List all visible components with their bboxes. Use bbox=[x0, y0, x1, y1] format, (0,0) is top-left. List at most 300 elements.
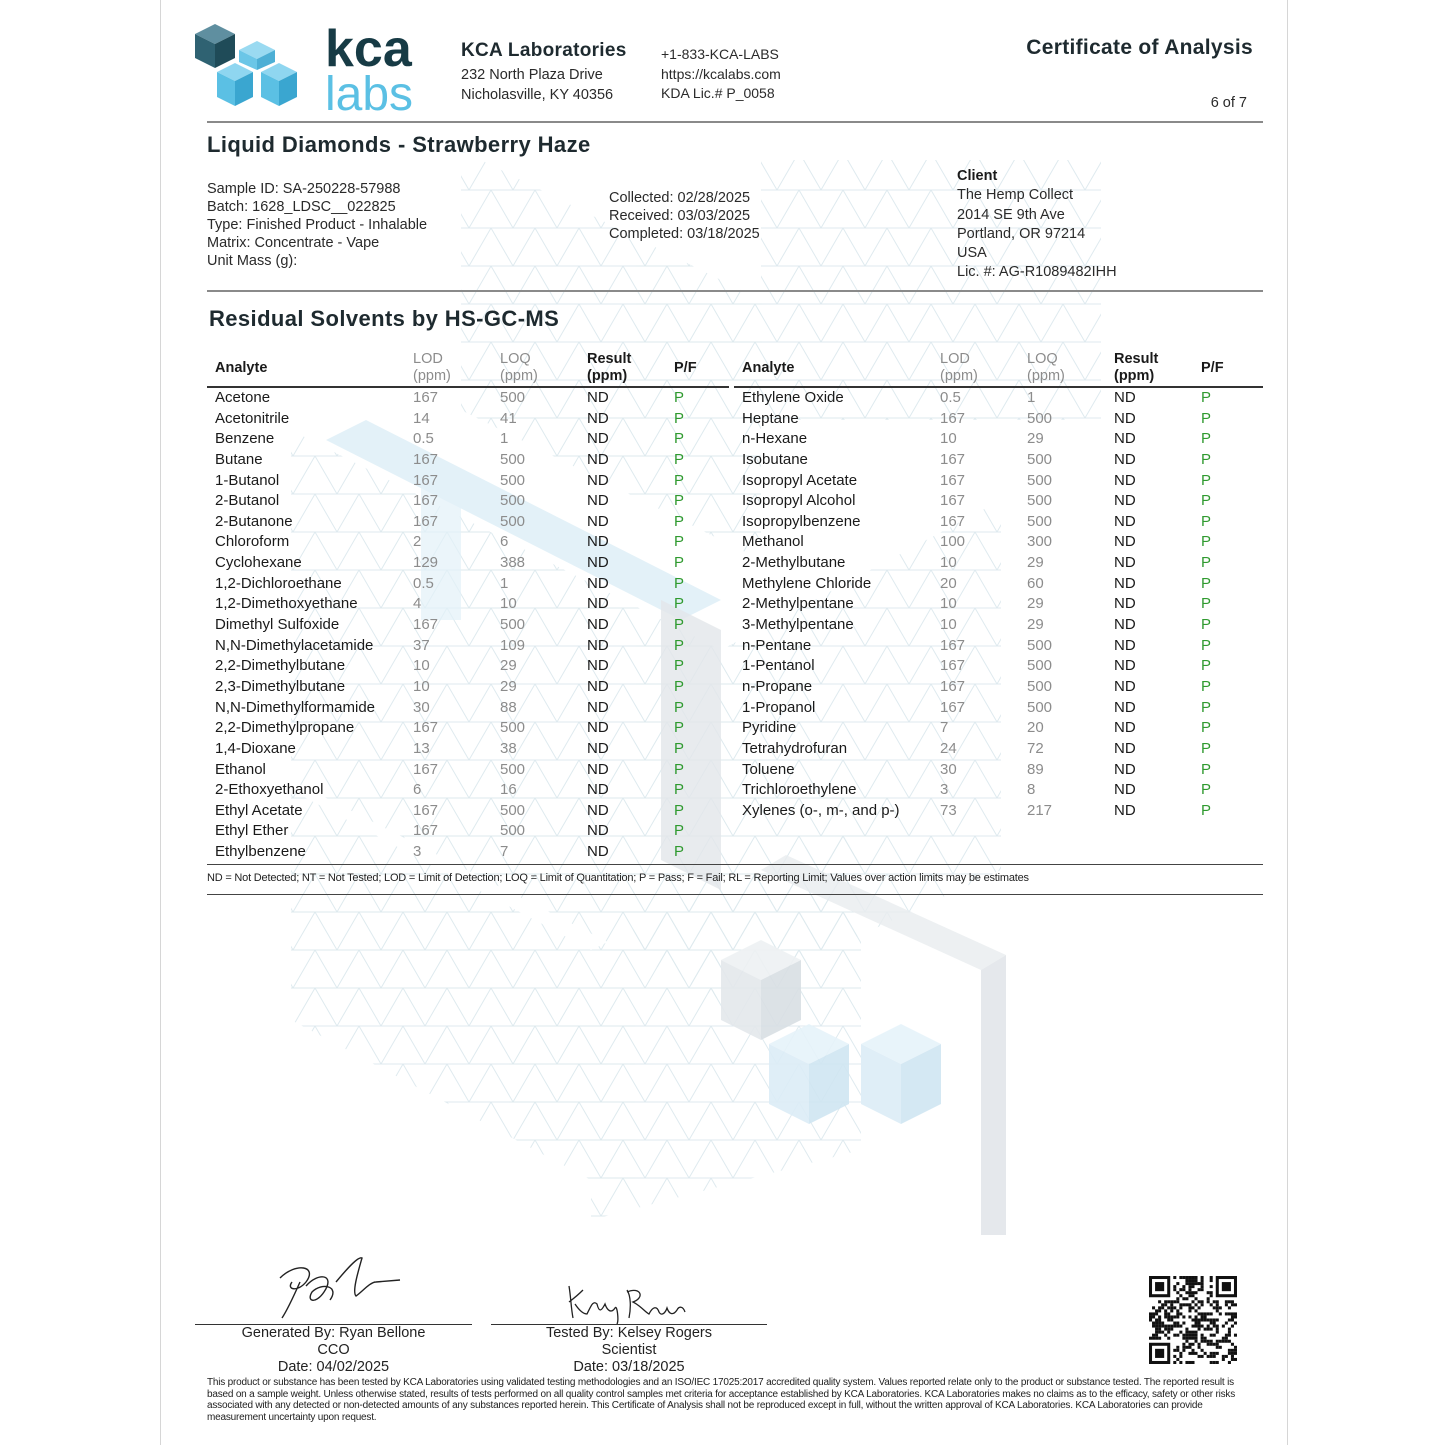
loq-value: 500 bbox=[1027, 471, 1053, 489]
lab-website[interactable]: https://kcalabs.com bbox=[661, 65, 781, 82]
table-row bbox=[734, 429, 1263, 450]
pass-fail-value: P bbox=[1201, 616, 1212, 634]
pass-fail-value: P bbox=[674, 430, 685, 448]
result-value: ND bbox=[1114, 533, 1136, 551]
table-row bbox=[734, 491, 1263, 512]
table-row bbox=[207, 450, 729, 471]
loq-value: 500 bbox=[500, 492, 526, 510]
pass-fail-value: P bbox=[674, 698, 685, 716]
header-lod-label: LOD bbox=[413, 351, 443, 367]
header-result-unit: (ppm) bbox=[587, 368, 628, 384]
loq-value: 41 bbox=[500, 409, 517, 427]
header-loq-unit: (ppm) bbox=[500, 368, 538, 384]
table-row bbox=[734, 698, 1263, 719]
pass-fail-value: P bbox=[1201, 719, 1212, 737]
analyte-name: 2-Methylpentane bbox=[742, 595, 854, 613]
pass-fail-value: P bbox=[674, 822, 685, 840]
legal-disclaimer: This product or substance has been tested by KCA Laboratories using validated testing methodologies and an ISO/IEC 17025:2017 accredited quality system. Values reported relate only to the product or substance tested. The reported result is based on a sample weight. Unless otherwise stated, results of tests performed on all quality control samples met criteria for acceptance established by KCA Laboratories. KCA Laboratories makes no claims as to the efficacy, safety or other risks associated with any detected or non-detected amounts of any substances reported herein. This Certificate of Analysis shall not be reproduced except in full, without the written approval of KCA Laboratories. KCA Laboratories can provide measurement uncertainty upon request. bbox=[207, 1377, 1236, 1424]
completed-date: Completed: 03/18/2025 bbox=[609, 226, 760, 242]
pass-fail-value: P bbox=[1201, 574, 1212, 592]
loq-value: 500 bbox=[500, 450, 526, 468]
result-value: ND bbox=[587, 843, 609, 861]
product-title: Liquid Diamonds - Strawberry Haze bbox=[207, 132, 591, 157]
received-date: Received: 03/03/2025 bbox=[609, 208, 751, 224]
loq-value: 500 bbox=[1027, 636, 1053, 654]
analyte-name: n-Pentane bbox=[742, 636, 812, 654]
analyte-name: Trichloroethylene bbox=[742, 781, 857, 799]
result-value: ND bbox=[587, 760, 609, 778]
header-result-label: Result bbox=[587, 351, 632, 367]
loq-value: 388 bbox=[500, 554, 526, 572]
loq-value: 20 bbox=[1027, 719, 1044, 737]
client-heading: Client bbox=[957, 168, 998, 184]
loq-value: 500 bbox=[500, 822, 526, 840]
analyte-name: 2,2-Dimethylbutane bbox=[215, 657, 346, 675]
analyte-name: 1,2-Dimethoxyethane bbox=[215, 595, 358, 613]
result-value: ND bbox=[587, 492, 609, 510]
result-value: ND bbox=[1114, 450, 1136, 468]
table-row bbox=[207, 636, 729, 657]
header-loq-label: LOQ bbox=[1027, 351, 1058, 367]
generated-role: CCO bbox=[317, 1342, 350, 1358]
logo-text-kca: kca bbox=[325, 20, 412, 78]
lod-value: 20 bbox=[940, 574, 957, 592]
analyte-name: Xylenes (o-, m-, and p-) bbox=[742, 801, 900, 819]
signature-generated-block bbox=[195, 1325, 472, 1376]
pass-fail-value: P bbox=[674, 574, 685, 592]
result-value: ND bbox=[1114, 554, 1136, 572]
qr-code-icon[interactable] bbox=[1149, 1276, 1237, 1364]
lod-value: 167 bbox=[940, 492, 966, 510]
result-value: ND bbox=[1114, 492, 1136, 510]
lod-value: 2 bbox=[413, 533, 422, 551]
sample-id: Sample ID: SA-250228-57988 bbox=[207, 181, 401, 197]
document-title: Certificate of Analysis bbox=[1026, 36, 1253, 59]
table-row bbox=[734, 450, 1263, 471]
table-row bbox=[207, 656, 729, 677]
loq-value: 29 bbox=[500, 677, 517, 695]
pass-fail-value: P bbox=[674, 677, 685, 695]
lod-value: 0.5 bbox=[940, 389, 961, 406]
pass-fail-value: P bbox=[1201, 389, 1212, 406]
pass-fail-value: P bbox=[1201, 512, 1212, 530]
analyte-name: Heptane bbox=[742, 409, 799, 427]
client-street: 2014 SE 9th Ave bbox=[957, 206, 1065, 223]
header-loq bbox=[1027, 351, 1065, 385]
lod-value: 167 bbox=[413, 389, 439, 406]
header-result-unit: (ppm) bbox=[1114, 368, 1155, 384]
header-lod bbox=[413, 351, 451, 385]
table-row bbox=[207, 594, 729, 615]
loq-value: 500 bbox=[1027, 492, 1053, 510]
pass-fail-value: P bbox=[674, 616, 685, 634]
table-header bbox=[734, 350, 1263, 388]
lab-name: KCA Laboratories bbox=[461, 40, 627, 61]
table-row bbox=[207, 409, 729, 430]
pass-fail-value: P bbox=[1201, 409, 1212, 427]
analyte-name: Cyclohexane bbox=[215, 554, 302, 572]
pass-fail-value: P bbox=[1201, 781, 1212, 799]
tested-role: Scientist bbox=[601, 1342, 657, 1358]
lod-value: 167 bbox=[940, 409, 966, 427]
analyte-name: 2,2-Dimethylpropane bbox=[215, 719, 355, 737]
pass-fail-value: P bbox=[1201, 450, 1212, 468]
lab-phone: +1-833-KCA-LABS bbox=[661, 46, 779, 62]
lod-value: 4 bbox=[413, 595, 422, 613]
analyte-name: Ethylbenzene bbox=[215, 843, 306, 861]
pass-fail-value: P bbox=[674, 492, 685, 510]
lab-address-line1: 232 North Plaza Drive bbox=[461, 67, 603, 83]
lod-value: 3 bbox=[413, 843, 422, 861]
result-value: ND bbox=[587, 636, 609, 654]
result-value: ND bbox=[587, 698, 609, 716]
loq-value: 500 bbox=[1027, 409, 1053, 427]
lod-value: 167 bbox=[940, 677, 966, 695]
analyte-name: 2-Butanone bbox=[215, 512, 293, 530]
analyte-name: Isobutane bbox=[742, 450, 808, 468]
lab-address-line2: Nicholasville, KY 40356 bbox=[461, 86, 614, 103]
result-value: ND bbox=[1114, 574, 1136, 592]
table-row bbox=[207, 388, 729, 409]
pass-fail-value: P bbox=[1201, 698, 1212, 716]
result-value: ND bbox=[587, 781, 609, 799]
analyte-name: Toluene bbox=[742, 760, 795, 778]
pass-fail-value: P bbox=[674, 781, 685, 799]
lod-value: 13 bbox=[413, 739, 430, 757]
analyte-name: n-Hexane bbox=[742, 430, 808, 448]
analyte-name: Isopropyl Acetate bbox=[742, 471, 858, 489]
table-row bbox=[207, 512, 729, 533]
loq-value: 500 bbox=[1027, 698, 1053, 716]
loq-value: 60 bbox=[1027, 574, 1044, 592]
analyte-name: Ethylene Oxide bbox=[742, 389, 844, 406]
loq-value: 500 bbox=[500, 801, 526, 819]
lod-value: 0.5 bbox=[413, 574, 434, 592]
analyte-name: Chloroform bbox=[215, 533, 290, 551]
result-value: ND bbox=[587, 450, 609, 468]
analyte-name: Methanol bbox=[742, 533, 804, 551]
footnote-divider bbox=[207, 894, 1263, 895]
pass-fail-value: P bbox=[1201, 492, 1212, 510]
pass-fail-value: P bbox=[1201, 533, 1212, 551]
lod-value: 6 bbox=[413, 781, 422, 799]
section-title: Residual Solvents by HS-GC-MS bbox=[209, 306, 560, 331]
pass-fail-value: P bbox=[1201, 636, 1212, 654]
lod-value: 10 bbox=[940, 430, 957, 448]
lod-value: 100 bbox=[940, 533, 966, 551]
table-row bbox=[734, 677, 1263, 698]
header-divider bbox=[207, 121, 1263, 123]
loq-value: 29 bbox=[1027, 554, 1044, 572]
lod-value: 167 bbox=[940, 471, 966, 489]
signature-tested-block bbox=[491, 1325, 767, 1376]
tested-by: Tested By: Kelsey Rogers bbox=[545, 1325, 713, 1341]
info-divider bbox=[207, 290, 1263, 292]
lab-address bbox=[461, 66, 613, 105]
table-header bbox=[207, 350, 729, 388]
header-result bbox=[1114, 351, 1158, 385]
result-value: ND bbox=[587, 657, 609, 675]
analyte-name: N,N-Dimethylformamide bbox=[215, 698, 376, 716]
table-row bbox=[734, 594, 1263, 615]
logo-text-labs: labs bbox=[325, 68, 414, 116]
loq-value: 8 bbox=[1027, 781, 1036, 799]
pass-fail-value: P bbox=[1201, 739, 1212, 757]
lod-value: 24 bbox=[940, 739, 957, 757]
loq-value: 500 bbox=[500, 760, 526, 778]
table-body bbox=[734, 388, 1263, 821]
table-row bbox=[734, 636, 1263, 657]
table-row bbox=[207, 574, 729, 595]
result-value: ND bbox=[1114, 616, 1136, 634]
analyte-name: 2,3-Dimethylbutane bbox=[215, 677, 346, 695]
pass-fail-value: P bbox=[674, 409, 685, 427]
pass-fail-value: P bbox=[674, 801, 685, 819]
result-value: ND bbox=[1114, 512, 1136, 530]
header-lod-label: LOD bbox=[940, 351, 970, 367]
lod-value: 10 bbox=[940, 554, 957, 572]
table-row bbox=[207, 615, 729, 636]
analyte-name: n-Propane bbox=[742, 677, 813, 695]
lod-value: 10 bbox=[413, 677, 430, 695]
header-analyte: Analyte bbox=[742, 360, 795, 376]
result-value: ND bbox=[1114, 760, 1136, 778]
table-row bbox=[734, 532, 1263, 553]
result-value: ND bbox=[1114, 430, 1136, 448]
lod-value: 167 bbox=[413, 492, 439, 510]
result-value: ND bbox=[1114, 409, 1136, 427]
result-value: ND bbox=[1114, 657, 1136, 675]
lab-license: KDA Lic.# P_0058 bbox=[661, 85, 775, 101]
loq-value: 1 bbox=[500, 430, 509, 448]
result-value: ND bbox=[587, 801, 609, 819]
pass-fail-value: P bbox=[674, 471, 685, 489]
table-row bbox=[734, 409, 1263, 430]
analyte-name: Ethyl Acetate bbox=[215, 801, 303, 819]
loq-value: 217 bbox=[1027, 801, 1053, 819]
pass-fail-value: P bbox=[674, 843, 685, 861]
analyte-name: Butane bbox=[215, 450, 263, 468]
result-value: ND bbox=[1114, 471, 1136, 489]
lod-value: 0.5 bbox=[413, 430, 434, 448]
analyte-name: 1-Propanol bbox=[742, 698, 816, 716]
lod-value: 167 bbox=[413, 822, 439, 840]
analyte-name: 2-Methylbutane bbox=[742, 554, 846, 572]
loq-value: 109 bbox=[500, 636, 526, 654]
table-body bbox=[207, 388, 729, 863]
lod-value: 167 bbox=[940, 450, 966, 468]
analyte-name: Pyridine bbox=[742, 719, 797, 737]
table-row bbox=[207, 698, 729, 719]
analyte-name: Isopropyl Alcohol bbox=[742, 492, 856, 510]
header-lod-unit: (ppm) bbox=[413, 368, 451, 384]
result-value: ND bbox=[587, 512, 609, 530]
loq-value: 29 bbox=[1027, 430, 1044, 448]
result-value: ND bbox=[587, 616, 609, 634]
analyte-name: 1-Butanol bbox=[215, 471, 280, 489]
loq-value: 500 bbox=[500, 471, 526, 489]
collected-date: Collected: 02/28/2025 bbox=[609, 190, 751, 206]
lod-value: 14 bbox=[413, 409, 430, 427]
table-footnote: ND = Not Detected; NT = Not Tested; LOD = Limit of Detection; LOQ = Limit of Quantitation; P = Pass; F = Fail; RL = Reporting Limit; Values over action limits may be estimates bbox=[207, 872, 1029, 884]
table-row bbox=[207, 553, 729, 574]
analyte-name: Tetrahydrofuran bbox=[742, 739, 848, 757]
signature-kelsey-rogers bbox=[561, 1276, 696, 1326]
result-value: ND bbox=[1114, 739, 1136, 757]
table-row bbox=[207, 739, 729, 760]
table-row bbox=[734, 553, 1263, 574]
analyte-name: 1,2-Dichloroethane bbox=[215, 574, 342, 592]
lod-value: 37 bbox=[413, 636, 430, 654]
table-row bbox=[207, 491, 729, 512]
loq-value: 500 bbox=[500, 389, 526, 406]
client-city: Portland, OR 97214 bbox=[957, 225, 1086, 242]
header-analyte: Analyte bbox=[215, 360, 268, 376]
result-value: ND bbox=[587, 822, 609, 840]
analyte-name: Methylene Chloride bbox=[742, 574, 872, 592]
pass-fail-value: P bbox=[1201, 657, 1212, 675]
solvents-table-left bbox=[207, 350, 729, 863]
matrix: Matrix: Concentrate - Vape bbox=[207, 235, 380, 251]
sample-type: Type: Finished Product - Inhalable bbox=[207, 217, 428, 233]
table-row bbox=[207, 821, 729, 842]
lod-value: 167 bbox=[413, 616, 439, 634]
pass-fail-value: P bbox=[1201, 471, 1212, 489]
loq-value: 500 bbox=[500, 616, 526, 634]
tested-date: Date: 03/18/2025 bbox=[573, 1359, 685, 1375]
table-row bbox=[734, 471, 1263, 492]
pass-fail-value: P bbox=[674, 533, 685, 551]
table-row bbox=[207, 677, 729, 698]
lod-value: 167 bbox=[940, 636, 966, 654]
analyte-name: 1-Pentanol bbox=[742, 657, 815, 675]
lod-value: 3 bbox=[940, 781, 949, 799]
loq-value: 29 bbox=[500, 657, 517, 675]
result-value: ND bbox=[587, 533, 609, 551]
lab-contact bbox=[661, 45, 781, 104]
lod-value: 10 bbox=[940, 595, 957, 613]
table-row bbox=[734, 718, 1263, 739]
loq-value: 29 bbox=[1027, 616, 1044, 634]
result-value: ND bbox=[587, 719, 609, 737]
lod-value: 167 bbox=[413, 450, 439, 468]
loq-value: 300 bbox=[1027, 533, 1053, 551]
coa-page bbox=[160, 0, 1288, 1445]
loq-value: 72 bbox=[1027, 739, 1044, 757]
table-row bbox=[207, 842, 729, 863]
table-row bbox=[734, 739, 1263, 760]
client-name: The Hemp Collect bbox=[957, 187, 1074, 204]
result-value: ND bbox=[587, 471, 609, 489]
pass-fail-value: P bbox=[1201, 554, 1212, 572]
table-row bbox=[734, 780, 1263, 801]
result-value: ND bbox=[1114, 595, 1136, 613]
table-row bbox=[734, 656, 1263, 677]
pass-fail-value: P bbox=[674, 450, 685, 468]
batch: Batch: 1628_LDSC__022825 bbox=[207, 199, 396, 215]
result-value: ND bbox=[587, 409, 609, 427]
analyte-name: 2-Butanol bbox=[215, 492, 280, 510]
result-value: ND bbox=[587, 595, 609, 613]
header-result bbox=[587, 351, 631, 385]
lod-value: 73 bbox=[940, 801, 957, 819]
pass-fail-value: P bbox=[674, 554, 685, 572]
table-row bbox=[734, 615, 1263, 636]
table-row bbox=[734, 574, 1263, 595]
header-loq-unit: (ppm) bbox=[1027, 368, 1065, 384]
header-pf: P/F bbox=[674, 360, 697, 376]
lod-value: 167 bbox=[940, 657, 966, 675]
sample-info bbox=[207, 180, 427, 270]
pass-fail-value: P bbox=[674, 739, 685, 757]
header-pf: P/F bbox=[1201, 360, 1224, 376]
pass-fail-value: P bbox=[674, 636, 685, 654]
loq-value: 7 bbox=[500, 843, 509, 861]
table-row bbox=[207, 429, 729, 450]
table-row bbox=[207, 718, 729, 739]
client-license: Lic. #: AG-R1089482IHH bbox=[957, 264, 1117, 281]
loq-value: 500 bbox=[1027, 512, 1053, 530]
table-row bbox=[734, 801, 1263, 822]
analyte-name: 3-Methylpentane bbox=[742, 616, 854, 634]
page-number: 6 of 7 bbox=[1210, 95, 1247, 111]
analyte-name: 2-Ethoxyethanol bbox=[215, 781, 324, 799]
result-value: ND bbox=[1114, 698, 1136, 716]
pass-fail-value: P bbox=[674, 760, 685, 778]
result-value: ND bbox=[1114, 719, 1136, 737]
signature-ryan-bellone bbox=[266, 1252, 406, 1324]
analyte-name: Acetonitrile bbox=[215, 409, 290, 427]
table-row bbox=[207, 760, 729, 781]
pass-fail-value: P bbox=[674, 512, 685, 530]
loq-value: 500 bbox=[500, 512, 526, 530]
client-country: USA bbox=[957, 245, 987, 262]
table-row bbox=[734, 760, 1263, 781]
lod-value: 7 bbox=[940, 719, 949, 737]
result-value: ND bbox=[587, 677, 609, 695]
pass-fail-value: P bbox=[1201, 677, 1212, 695]
loq-value: 38 bbox=[500, 739, 517, 757]
header-lod bbox=[940, 351, 978, 385]
lod-value: 10 bbox=[940, 616, 957, 634]
loq-value: 500 bbox=[1027, 677, 1053, 695]
pass-fail-value: P bbox=[674, 389, 685, 406]
pass-fail-value: P bbox=[674, 595, 685, 613]
table-bottom-divider bbox=[207, 864, 1263, 865]
analyte-name: Ethanol bbox=[215, 760, 266, 778]
header-result-label: Result bbox=[1114, 351, 1159, 367]
loq-value: 29 bbox=[1027, 595, 1044, 613]
table-row bbox=[207, 532, 729, 553]
pass-fail-value: P bbox=[674, 657, 685, 675]
loq-value: 1 bbox=[500, 574, 509, 592]
loq-value: 1 bbox=[1027, 389, 1036, 406]
pass-fail-value: P bbox=[1201, 595, 1212, 613]
table-row bbox=[734, 512, 1263, 533]
table-row bbox=[207, 801, 729, 822]
lod-value: 167 bbox=[413, 760, 439, 778]
header-loq bbox=[500, 351, 538, 385]
lod-value: 167 bbox=[940, 698, 966, 716]
client-info bbox=[957, 167, 1117, 283]
result-value: ND bbox=[1114, 801, 1136, 819]
analyte-name: Acetone bbox=[215, 389, 271, 406]
result-value: ND bbox=[587, 739, 609, 757]
analyte-name: N,N-Dimethylacetamide bbox=[215, 636, 374, 654]
table-row bbox=[207, 780, 729, 801]
loq-value: 88 bbox=[500, 698, 517, 716]
analyte-name: 1,4-Dioxane bbox=[215, 739, 296, 757]
